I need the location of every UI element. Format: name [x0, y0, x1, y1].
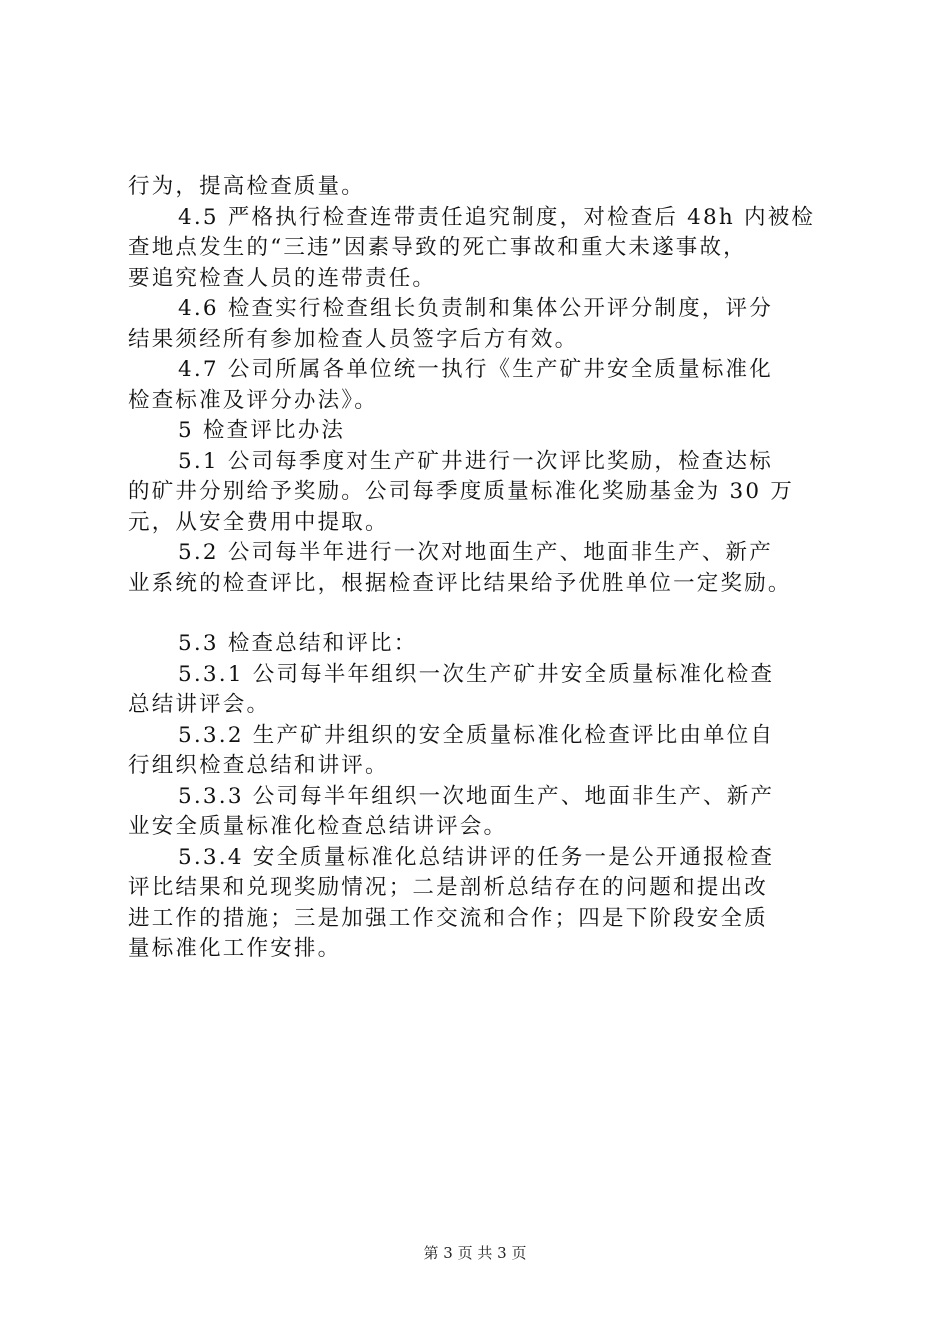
- text-line: 5.3.3 公司每半年组织一次地面生产、地面非生产、新产: [178, 783, 775, 809]
- text-line: 5 检查评比办法: [178, 418, 346, 443]
- text-line: 量标准化工作安排。: [128, 936, 342, 961]
- text-line: 5.2 公司每半年进行一次对地面生产、地面非生产、新产: [178, 540, 773, 565]
- text-line: 结果须经所有参加检查人员签字后方有效。: [128, 326, 579, 352]
- paragraph-p532: [128, 721, 840, 782]
- page-footer: 第 3 页 共 3 页: [423, 1244, 527, 1262]
- text-line: 行为，提高检查质量。: [128, 174, 366, 199]
- paragraph-p533: [128, 782, 840, 843]
- text-line: 4.5 严格执行检查连带责任追究制度，对检查后 48h 内被检: [178, 204, 816, 230]
- document-body: [128, 172, 840, 965]
- text-line: 评比结果和兑现奖励情况；二是剖析总结存在的问题和提出改: [128, 875, 768, 900]
- text-line: 5.1 公司每季度对生产矿井进行一次评比奖励，检查达标: [178, 448, 773, 474]
- text-line: 元，从安全费用中提取。: [128, 509, 389, 535]
- text-line: 业安全质量标准化检查总结讲评会。: [128, 814, 508, 839]
- text-line: 5.3 检查总结和评比：: [178, 631, 418, 656]
- paragraph-p0: [128, 172, 840, 203]
- text-line: 检查标准及评分办法》。: [128, 387, 378, 413]
- paragraph-p53: [128, 629, 840, 660]
- paragraph-p534: [128, 843, 840, 965]
- paragraph-p531: [128, 660, 840, 721]
- paragraph-p45: [128, 203, 840, 295]
- paragraph-p52: [128, 538, 840, 599]
- paragraph-p47: [128, 355, 840, 416]
- paragraph-p51: [128, 447, 840, 539]
- text-line: 进工作的措施；三是加强工作交流和合作；四是下阶段安全质: [128, 905, 768, 931]
- text-line: 业系统的检查评比，根据检查评比结果给予优胜单位一定奖励。: [128, 570, 792, 596]
- text-line: 行组织检查总结和讲评。: [128, 753, 389, 778]
- paragraph-p46: [128, 294, 840, 355]
- text-line: 查地点发生的“三违”因素导致的死亡事故和重大未遂事故，: [128, 235, 747, 260]
- text-line: 4.7 公司所属各单位统一执行《生产矿井安全质量标准化: [178, 357, 773, 382]
- paragraph-p5: [128, 416, 840, 447]
- text-line: 4.6 检查实行检查组长负责制和集体公开评分制度，评分: [178, 296, 773, 321]
- text-line: 5.3.4 安全质量标准化总结讲评的任务一是公开通报检查: [178, 844, 775, 870]
- text-line: 5.3.2 生产矿井组织的安全质量标准化检查评比由单位自: [178, 722, 775, 748]
- text-line: 要追究检查人员的连带责任。: [128, 265, 437, 291]
- text-line: 5.3.1 公司每半年组织一次生产矿井安全质量标准化检查: [178, 661, 775, 687]
- paragraph-spacer: [128, 599, 840, 629]
- text-line: 的矿井分别给予奖励。公司每季度质量标准化奖励基金为 30 万: [128, 479, 795, 504]
- text-line: 总结讲评会。: [128, 692, 271, 717]
